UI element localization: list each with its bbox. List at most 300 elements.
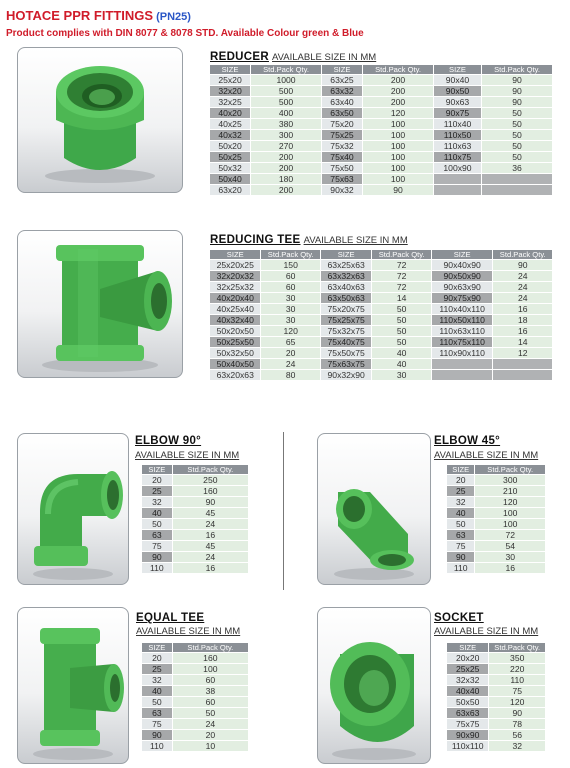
table-row <box>142 686 248 696</box>
table-cell: 100 <box>475 519 545 529</box>
table-cell: 20 <box>447 475 474 485</box>
table-cell: 75x25 <box>322 130 362 140</box>
table-cell: 350 <box>489 653 545 663</box>
table-cell <box>434 185 481 195</box>
table-cell: 110x50 <box>434 130 481 140</box>
table-row <box>447 563 545 573</box>
elbow-45-illustration <box>318 434 430 584</box>
table-cell: 63x25x63 <box>321 260 371 270</box>
column-header: Std.Pack Qty. <box>372 250 430 259</box>
table-cell: 40 <box>142 508 172 518</box>
table-cell: 20 <box>142 475 172 485</box>
table-row <box>447 653 545 663</box>
reducing-tee-title <box>210 234 408 246</box>
table-cell: 50x25 <box>210 152 250 162</box>
table-cell: 100 <box>363 163 433 173</box>
table-cell: 40x20 <box>210 108 250 118</box>
column-header: SIZE <box>210 250 260 259</box>
table-row <box>210 141 552 151</box>
table-cell: 40x32 <box>210 130 250 140</box>
table-cell: 54 <box>475 541 545 551</box>
table-cell: 120 <box>489 697 545 707</box>
column-header: SIZE <box>210 65 250 74</box>
socket-illustration <box>318 608 430 763</box>
table-cell: 75 <box>142 541 172 551</box>
table-cell: 50x40x50 <box>210 359 260 369</box>
table-cell: 150 <box>261 260 319 270</box>
table-row <box>447 552 545 562</box>
table-cell: 75 <box>142 719 172 729</box>
table-cell: 300 <box>251 130 321 140</box>
table-cell: 100 <box>363 152 433 162</box>
page-title <box>6 8 191 23</box>
table-cell: 75x75 <box>447 719 488 729</box>
table-cell: 63x20x63 <box>210 370 260 380</box>
table-row <box>210 326 552 336</box>
page-subtitle: Product complies with DIN 8077 & 8078 STD. Available Colour green & Blue <box>6 28 364 39</box>
reducer-photo <box>17 47 183 193</box>
section-divider <box>283 432 285 590</box>
table-cell: 30 <box>261 304 319 314</box>
table-cell: 75 <box>489 686 545 696</box>
table-cell: 63x40 <box>322 97 362 107</box>
pn25-badge: (PN25) <box>156 11 191 23</box>
table-cell: 45 <box>173 541 248 551</box>
column-header: Std.Pack Qty. <box>173 643 248 652</box>
table-cell: 90x90 <box>447 730 488 740</box>
table-row <box>447 486 545 496</box>
table-cell: 32x20 <box>210 86 250 96</box>
table-cell: 200 <box>363 75 433 85</box>
table-cell: 63 <box>447 530 474 540</box>
table-cell: 75x40x75 <box>321 337 371 347</box>
table-cell: 110x90x110 <box>432 348 493 358</box>
table-cell: 50x40 <box>210 174 250 184</box>
table-cell: 30 <box>261 315 319 325</box>
table-cell: 90 <box>142 730 172 740</box>
title-text: HOTACE PPR FITTINGS <box>6 8 154 23</box>
table-cell: 72 <box>372 271 430 281</box>
equal-tee-illustration <box>18 608 128 763</box>
table-row <box>447 708 545 718</box>
table-cell: 75x25x75 <box>321 315 371 325</box>
column-header: Std.Pack Qty. <box>261 250 319 259</box>
table-header-row <box>210 250 552 259</box>
table-cell: 60 <box>261 282 319 292</box>
table-cell: 20x20 <box>447 653 488 663</box>
table-cell: 50x32 <box>210 163 250 173</box>
table-cell: 110x40x110 <box>432 304 493 314</box>
table-cell: 90x50 <box>434 86 481 96</box>
table-row <box>210 271 552 281</box>
table-cell: 30 <box>261 293 319 303</box>
table-cell: 110 <box>142 563 172 573</box>
table-cell: 1000 <box>251 75 321 85</box>
table-row <box>142 486 248 496</box>
table-row <box>142 730 248 740</box>
equal-tee-title <box>136 612 204 624</box>
table-cell: 24 <box>261 359 319 369</box>
table-cell: 75x63 <box>322 174 362 184</box>
table-cell: 24 <box>493 282 552 292</box>
reducer-avail: AVAILABLE SIZE IN MM <box>272 52 377 63</box>
table-row <box>447 697 545 707</box>
table-row <box>447 741 545 751</box>
table-row <box>210 304 552 314</box>
table-cell: 500 <box>251 86 321 96</box>
table-row <box>142 508 248 518</box>
table-cell: 25x20x25 <box>210 260 260 270</box>
table-cell: 50 <box>482 141 552 151</box>
table-header-row <box>142 465 248 474</box>
table-row <box>142 530 248 540</box>
table-cell: 75x20x75 <box>321 304 371 314</box>
reducer-name: REDUCER <box>210 51 269 63</box>
table-cell: 200 <box>251 185 321 195</box>
table-cell <box>432 370 493 380</box>
table-cell: 90 <box>363 185 433 195</box>
table-cell: 120 <box>475 497 545 507</box>
table-cell: 16 <box>493 304 552 314</box>
table-cell: 65 <box>261 337 319 347</box>
table-cell: 120 <box>363 108 433 118</box>
socket-photo <box>317 607 431 764</box>
table-cell: 160 <box>173 486 248 496</box>
table-cell: 12 <box>493 348 552 358</box>
table-cell: 90 <box>142 552 172 562</box>
table-cell: 50 <box>482 108 552 118</box>
table-row <box>142 563 248 573</box>
table-cell: 75x32 <box>322 141 362 151</box>
table-cell: 25x20 <box>210 75 250 85</box>
table-row <box>142 475 248 485</box>
table-row <box>142 552 248 562</box>
reducer-title <box>210 51 376 63</box>
table-cell: 100 <box>363 141 433 151</box>
table-cell: 270 <box>251 141 321 151</box>
table-cell: 90x63x90 <box>432 282 493 292</box>
table-row <box>210 359 552 369</box>
table-row <box>142 741 248 751</box>
table-cell: 16 <box>475 563 545 573</box>
reducing-tee-table <box>209 249 553 381</box>
table-cell: 40 <box>142 686 172 696</box>
table-row <box>447 686 545 696</box>
table-cell <box>493 359 552 369</box>
table-cell: 110x110 <box>447 741 488 751</box>
table-header-row <box>210 65 552 74</box>
elbow-90-title <box>135 435 201 447</box>
column-header: SIZE <box>322 65 362 74</box>
reducing-tee-name: REDUCING TEE <box>210 234 301 246</box>
table-cell: 60 <box>173 697 248 707</box>
table-cell: 63x40x63 <box>321 282 371 292</box>
table-cell: 75x63x75 <box>321 359 371 369</box>
equal-tee-name: EQUAL TEE <box>136 612 205 624</box>
table-cell: 72 <box>372 260 430 270</box>
table-row <box>210 97 552 107</box>
table-cell: 75x40 <box>322 152 362 162</box>
table-cell: 16 <box>173 563 248 573</box>
table-cell: 210 <box>475 486 545 496</box>
socket-title <box>434 612 484 624</box>
table-row <box>447 730 545 740</box>
column-header: Std.Pack Qty. <box>363 65 433 74</box>
socket-avail: AVAILABLE SIZE IN MM <box>434 626 539 637</box>
table-cell: 200 <box>363 97 433 107</box>
table-cell: 90 <box>493 260 552 270</box>
table-row <box>210 282 552 292</box>
table-row <box>210 370 552 380</box>
table-header-row <box>142 643 248 652</box>
table-cell: 63x50x63 <box>321 293 371 303</box>
table-row <box>142 541 248 551</box>
table-row <box>210 337 552 347</box>
table-cell: 50 <box>372 315 430 325</box>
table-cell: 100 <box>363 174 433 184</box>
table-header-row <box>447 643 545 652</box>
table-cell: 110 <box>489 675 545 685</box>
elbow-45-table <box>446 464 546 574</box>
table-cell: 380 <box>251 119 321 129</box>
table-cell: 200 <box>251 163 321 173</box>
table-cell: 40 <box>447 508 474 518</box>
table-cell: 24 <box>173 519 248 529</box>
table-cell: 25 <box>142 486 172 496</box>
table-cell: 32x25x32 <box>210 282 260 292</box>
elbow-45-title <box>434 435 500 447</box>
table-cell: 56 <box>489 730 545 740</box>
column-header: SIZE <box>432 250 493 259</box>
table-cell: 100 <box>363 119 433 129</box>
elbow-90-photo <box>17 433 129 585</box>
table-cell: 32x20x32 <box>210 271 260 281</box>
table-cell: 110x63x110 <box>432 326 493 336</box>
table-cell: 24 <box>493 271 552 281</box>
table-cell: 45 <box>173 508 248 518</box>
table-cell <box>432 359 493 369</box>
elbow-90-name: ELBOW 90° <box>135 435 202 447</box>
table-cell <box>434 174 481 184</box>
table-cell: 90 <box>482 86 552 96</box>
table-cell: 50x50 <box>447 697 488 707</box>
table-row <box>447 664 545 674</box>
table-row <box>210 293 552 303</box>
table-row <box>447 541 545 551</box>
table-row <box>447 508 545 518</box>
table-cell: 110x63 <box>434 141 481 151</box>
equal-tee-photo <box>17 607 129 764</box>
table-cell: 40x25 <box>210 119 250 129</box>
table-cell: 50x20x50 <box>210 326 260 336</box>
table-cell: 90x32x90 <box>321 370 371 380</box>
column-header: Std.Pack Qty. <box>493 250 552 259</box>
table-row <box>210 152 552 162</box>
table-row <box>210 163 552 173</box>
table-cell: 40 <box>372 359 430 369</box>
reducer-illustration <box>18 48 182 192</box>
elbow-90-table <box>141 464 249 574</box>
table-row <box>142 653 248 663</box>
table-row <box>210 348 552 358</box>
table-cell: 25x25 <box>447 664 488 674</box>
table-row <box>210 86 552 96</box>
table-cell: 50x25x50 <box>210 337 260 347</box>
elbow-45-photo <box>317 433 431 585</box>
table-row <box>210 174 552 184</box>
column-header: SIZE <box>447 465 474 474</box>
table-cell: 90 <box>173 497 248 507</box>
table-row <box>447 519 545 529</box>
equal-tee-table <box>141 642 249 752</box>
table-cell: 30 <box>372 370 430 380</box>
table-row <box>447 719 545 729</box>
table-cell: 38 <box>173 686 248 696</box>
column-header: SIZE <box>321 250 371 259</box>
table-cell: 20 <box>173 730 248 740</box>
table-cell: 50 <box>372 304 430 314</box>
table-row <box>447 675 545 685</box>
elbow-45-name: ELBOW 45° <box>434 435 501 447</box>
table-row <box>142 497 248 507</box>
column-header: Std.Pack Qty. <box>489 643 545 652</box>
table-cell: 20 <box>142 653 172 663</box>
table-cell: 63x63 <box>447 708 488 718</box>
table-cell: 18 <box>493 315 552 325</box>
column-header: Std.Pack Qty. <box>475 465 545 474</box>
table-cell: 110x75x110 <box>432 337 493 347</box>
table-cell: 90 <box>482 97 552 107</box>
socket-name: SOCKET <box>434 612 484 624</box>
table-cell: 24 <box>173 552 248 562</box>
table-cell: 32 <box>489 741 545 751</box>
table-cell: 10 <box>173 741 248 751</box>
table-cell: 90 <box>489 708 545 718</box>
table-row <box>142 697 248 707</box>
table-cell: 50x32x50 <box>210 348 260 358</box>
table-cell: 50 <box>447 519 474 529</box>
table-row <box>447 475 545 485</box>
table-row <box>142 664 248 674</box>
column-header: Std.Pack Qty. <box>173 465 248 474</box>
socket-table <box>446 642 546 752</box>
table-cell: 36 <box>482 163 552 173</box>
table-cell: 75x32x75 <box>321 326 371 336</box>
table-row <box>142 708 248 718</box>
table-cell: 60 <box>173 675 248 685</box>
table-row <box>210 108 552 118</box>
table-cell: 50 <box>482 119 552 129</box>
table-cell: 24 <box>493 293 552 303</box>
table-cell: 80 <box>261 370 319 380</box>
table-cell: 40x32x40 <box>210 315 260 325</box>
table-row <box>210 315 552 325</box>
table-cell: 50 <box>372 326 430 336</box>
table-cell: 63 <box>142 708 172 718</box>
table-cell: 50 <box>482 152 552 162</box>
table-row <box>142 519 248 529</box>
table-cell: 90x32 <box>322 185 362 195</box>
table-cell: 120 <box>261 326 319 336</box>
table-cell: 50 <box>372 337 430 347</box>
table-row <box>447 497 545 507</box>
table-cell: 72 <box>475 530 545 540</box>
reducing-tee-illustration <box>18 231 182 377</box>
table-cell: 90x40 <box>434 75 481 85</box>
table-cell: 200 <box>251 152 321 162</box>
table-cell: 40x20x40 <box>210 293 260 303</box>
table-row <box>210 260 552 270</box>
elbow-90-illustration <box>18 434 128 584</box>
table-cell: 90x75x90 <box>432 293 493 303</box>
table-cell: 50 <box>173 708 248 718</box>
table-cell <box>482 174 552 184</box>
table-cell: 90x63 <box>434 97 481 107</box>
table-cell: 24 <box>173 719 248 729</box>
table-cell: 300 <box>475 475 545 485</box>
table-cell: 50 <box>142 697 172 707</box>
table-cell: 200 <box>363 86 433 96</box>
table-cell: 16 <box>493 326 552 336</box>
table-cell: 100x90 <box>434 163 481 173</box>
table-cell: 14 <box>372 293 430 303</box>
table-cell: 63x50 <box>322 108 362 118</box>
table-cell <box>493 370 552 380</box>
table-cell: 100 <box>363 130 433 140</box>
table-cell: 75x50x75 <box>321 348 371 358</box>
table-cell: 32 <box>142 497 172 507</box>
table-cell: 400 <box>251 108 321 118</box>
table-cell: 110x50x110 <box>432 315 493 325</box>
table-cell: 72 <box>372 282 430 292</box>
elbow-45-avail: AVAILABLE SIZE IN MM <box>434 450 539 461</box>
table-cell: 50 <box>142 519 172 529</box>
table-cell: 100 <box>475 508 545 518</box>
table-row <box>142 675 248 685</box>
table-cell: 110 <box>447 563 474 573</box>
elbow-90-avail: AVAILABLE SIZE IN MM <box>135 450 240 461</box>
table-cell: 40 <box>372 348 430 358</box>
table-cell: 63x25 <box>322 75 362 85</box>
table-cell: 16 <box>173 530 248 540</box>
column-header: SIZE <box>434 65 481 74</box>
table-row <box>142 719 248 729</box>
table-cell: 90x40x90 <box>432 260 493 270</box>
table-row <box>210 185 552 195</box>
reducing-tee-photo <box>17 230 183 378</box>
table-cell: 110x75 <box>434 152 481 162</box>
table-cell: 90x50x90 <box>432 271 493 281</box>
table-cell: 50 <box>482 130 552 140</box>
table-cell: 75x50 <box>322 163 362 173</box>
table-cell: 110 <box>142 741 172 751</box>
table-cell: 60 <box>261 271 319 281</box>
table-cell: 20 <box>261 348 319 358</box>
table-cell: 90x75 <box>434 108 481 118</box>
table-cell: 100 <box>173 664 248 674</box>
table-cell: 32x32 <box>447 675 488 685</box>
table-cell: 78 <box>489 719 545 729</box>
table-cell: 160 <box>173 653 248 663</box>
table-cell: 32 <box>142 675 172 685</box>
column-header: SIZE <box>142 465 172 474</box>
table-cell: 63 <box>142 530 172 540</box>
table-row <box>210 75 552 85</box>
table-cell: 75 <box>447 541 474 551</box>
table-cell: 32 <box>447 497 474 507</box>
table-cell: 75x20 <box>322 119 362 129</box>
table-cell: 500 <box>251 97 321 107</box>
